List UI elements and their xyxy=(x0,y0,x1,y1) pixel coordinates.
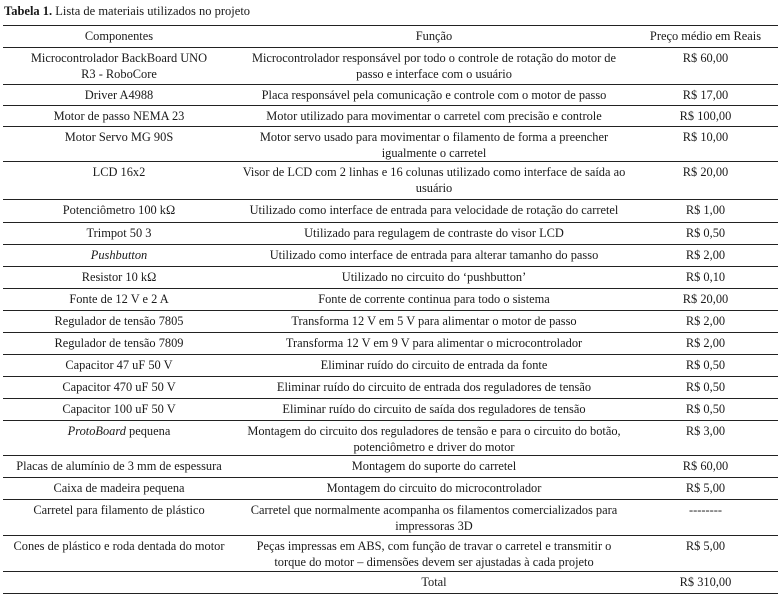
cell-component: Driver A4988 xyxy=(3,85,235,106)
table-row xyxy=(3,333,778,355)
table-row xyxy=(3,289,778,311)
cell-price: R$ 100,00 xyxy=(633,106,778,127)
caption-text: Lista de materiais utilizados no projeto xyxy=(52,4,251,18)
cell-price: R$ 60,00 xyxy=(633,48,778,85)
cell-component: Placas de alumínio de 3 mm de espessura xyxy=(3,456,235,478)
cell-function: Montagem do suporte do carretel xyxy=(235,456,633,478)
cell-component: Capacitor 470 uF 50 V xyxy=(3,377,235,399)
table-row xyxy=(3,223,778,245)
cell-price: R$ 2,00 xyxy=(633,311,778,333)
cell-component: Capacitor 47 uF 50 V xyxy=(3,355,235,377)
cell-price: R$ 60,00 xyxy=(633,456,778,478)
cell-function: Montagem do circuito dos reguladores de tensão e para o circuito do botão, potenciômetro e driver do motor xyxy=(235,421,633,456)
cell-function: Utilizado como interface de entrada para alterar tamanho do passo xyxy=(235,245,633,267)
cell-component: Capacitor 100 uF 50 V xyxy=(3,399,235,421)
table-row xyxy=(3,267,778,289)
component-text: pequena xyxy=(125,424,171,438)
table-row xyxy=(3,536,778,572)
table-row xyxy=(3,311,778,333)
table-row xyxy=(3,399,778,421)
cell-price: R$ 0,50 xyxy=(633,399,778,421)
table-row xyxy=(3,478,778,500)
table-header-row xyxy=(3,26,778,48)
cell-component: Microcontrolador BackBoard UNO R3 - RoboCore xyxy=(3,48,235,85)
table-row xyxy=(3,85,778,106)
cell-price: R$ 17,00 xyxy=(633,85,778,106)
cell-price: R$ 5,00 xyxy=(633,478,778,500)
cell-function: Eliminar ruído do circuito de entrada dos reguladores de tensão xyxy=(235,377,633,399)
cell-function: Peças impressas em ABS, com função de travar o carretel e transmitir o torque do motor – dimensões devem ser ajustadas à cada projeto xyxy=(235,536,633,572)
cell-component: Potenciômetro 100 kΩ xyxy=(3,200,235,223)
materials-table xyxy=(3,25,778,594)
table-row xyxy=(3,456,778,478)
cell-component: LCD 16x2 xyxy=(3,162,235,200)
cell-component: Motor de passo NEMA 23 xyxy=(3,106,235,127)
table-row xyxy=(3,500,778,536)
cell-component xyxy=(3,421,235,456)
table-caption xyxy=(4,3,250,19)
cell-price: R$ 10,00 xyxy=(633,127,778,162)
cell-price: R$ 0,10 xyxy=(633,267,778,289)
cell-function: Microcontrolador responsável por todo o controle de rotação do motor de passo e interface com o usuário xyxy=(235,48,633,85)
cell-component: Carretel para filamento de plástico xyxy=(3,500,235,536)
header-components: Componentes xyxy=(3,26,235,48)
caption-label: Tabela 1. xyxy=(4,4,53,18)
cell-price: R$ 2,00 xyxy=(633,333,778,355)
table-body xyxy=(3,48,778,594)
cell-component: Trimpot 50 3 xyxy=(3,223,235,245)
cell-function: Utilizado como interface de entrada para velocidade de rotação do carretel xyxy=(235,200,633,223)
cell-component: Caixa de madeira pequena xyxy=(3,478,235,500)
cell-component: Regulador de tensão 7805 xyxy=(3,311,235,333)
cell-function: Placa responsável pela comunicação e controle com o motor de passo xyxy=(235,85,633,106)
cell-component: Pushbutton xyxy=(3,245,235,267)
cell-price: R$ 0,50 xyxy=(633,377,778,399)
total-row xyxy=(3,572,778,594)
table-row xyxy=(3,421,778,456)
total-price: R$ 310,00 xyxy=(633,572,778,594)
cell-function: Motor utilizado para movimentar o carretel com precisão e controle xyxy=(235,106,633,127)
cell-function: Utilizado para regulagem de contraste do visor LCD xyxy=(235,223,633,245)
cell-price: R$ 2,00 xyxy=(633,245,778,267)
table-row xyxy=(3,48,778,85)
cell-price: -------- xyxy=(633,500,778,536)
cell-function: Transforma 12 V em 5 V para alimentar o motor de passo xyxy=(235,311,633,333)
cell-function: Montagem do circuito do microcontrolador xyxy=(235,478,633,500)
table-row xyxy=(3,377,778,399)
cell-function: Utilizado no circuito do ‘pushbutton’ xyxy=(235,267,633,289)
cell-function: Eliminar ruído do circuito de saída dos reguladores de tensão xyxy=(235,399,633,421)
cell-component: Motor Servo MG 90S xyxy=(3,127,235,162)
cell-component: Cones de plástico e roda dentada do motor xyxy=(3,536,235,572)
cell-component: Regulador de tensão 7809 xyxy=(3,333,235,355)
component-italic-text: ProtoBoard xyxy=(67,424,126,438)
cell-price: R$ 1,00 xyxy=(633,200,778,223)
total-empty-cell xyxy=(3,572,235,594)
cell-function: Carretel que normalmente acompanha os filamentos comercializados para impressoras 3D xyxy=(235,500,633,536)
cell-price: R$ 20,00 xyxy=(633,162,778,200)
table-row xyxy=(3,162,778,200)
cell-function: Visor de LCD com 2 linhas e 16 colunas utilizado como interface de saída ao usuário xyxy=(235,162,633,200)
table-row xyxy=(3,245,778,267)
total-label: Total xyxy=(235,572,633,594)
cell-price: R$ 5,00 xyxy=(633,536,778,572)
cell-component: Resistor 10 kΩ xyxy=(3,267,235,289)
header-price: Preço médio em Reais xyxy=(633,26,778,48)
cell-component: Fonte de 12 V e 2 A xyxy=(3,289,235,311)
cell-function: Transforma 12 V em 9 V para alimentar o microcontrolador xyxy=(235,333,633,355)
cell-function: Fonte de corrente continua para todo o sistema xyxy=(235,289,633,311)
cell-price: R$ 0,50 xyxy=(633,355,778,377)
cell-function: Eliminar ruído do circuito de entrada da fonte xyxy=(235,355,633,377)
table-row xyxy=(3,106,778,127)
cell-function: Motor servo usado para movimentar o filamento de forma a preencher igualmente o carretel xyxy=(235,127,633,162)
table-row xyxy=(3,200,778,223)
table-row xyxy=(3,127,778,162)
header-function: Função xyxy=(235,26,633,48)
cell-price: R$ 3,00 xyxy=(633,421,778,456)
cell-price: R$ 20,00 xyxy=(633,289,778,311)
cell-price: R$ 0,50 xyxy=(633,223,778,245)
table-row xyxy=(3,355,778,377)
